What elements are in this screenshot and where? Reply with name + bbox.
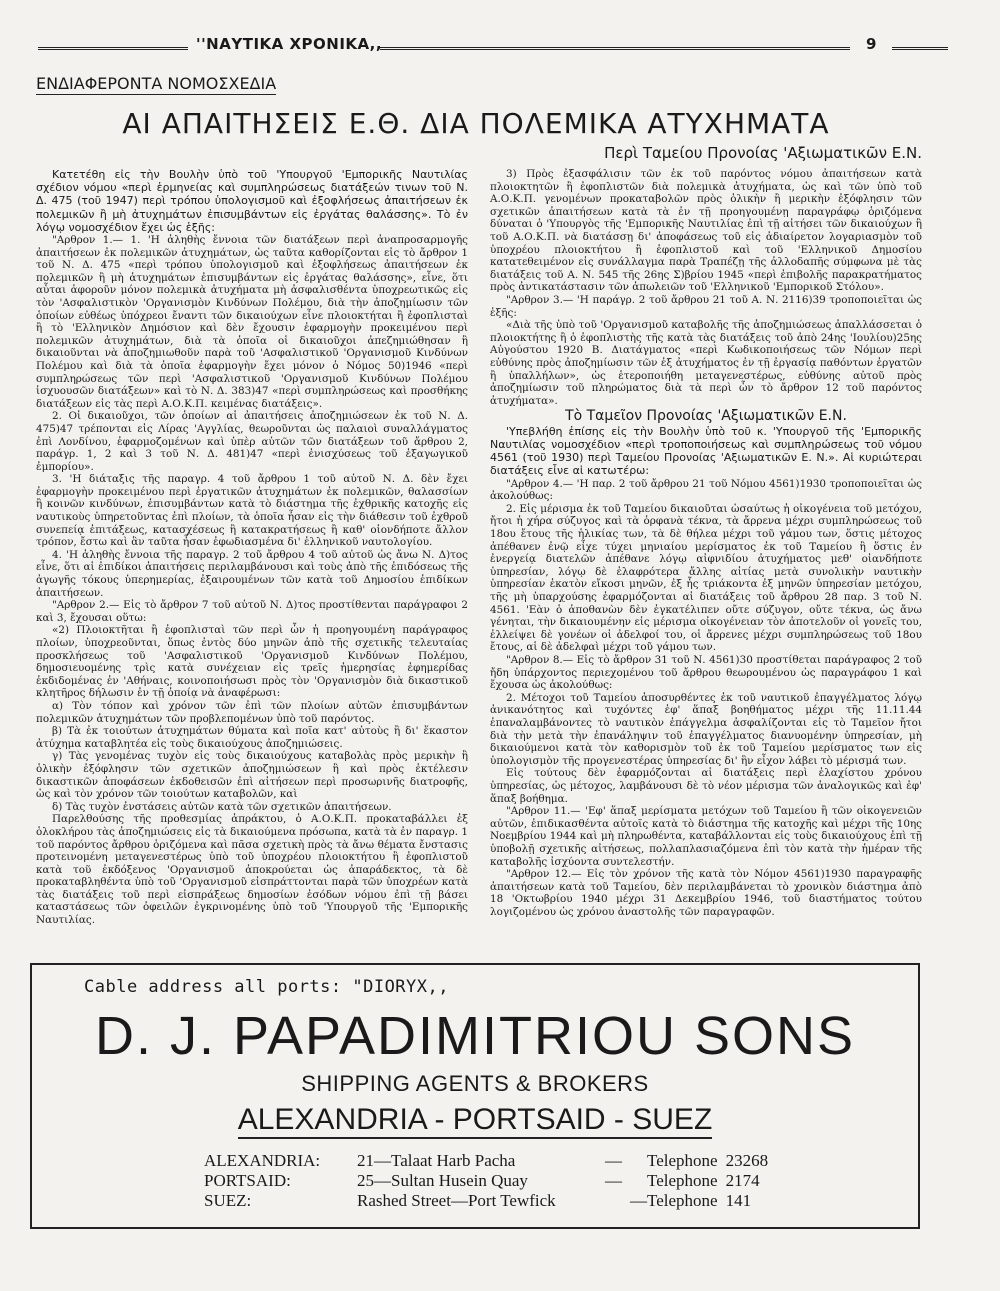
office-street: 21—Talaat Harb Pacha [357, 1151, 516, 1170]
firm-cities [32, 1103, 918, 1137]
firm-trade: SHIPPING AGENTS & BROKERS [301, 1071, 649, 1096]
office-telephone-number: 2174 [725, 1171, 760, 1190]
paragraph: "Αρθρον 2.— Εἰς τὸ ἄρθρον 7 τοῦ αὐτοῦ Ν. Δ)τος προστίθενται παράγραφοι 2 καὶ 3, ἔχουσαι οὕτω: [36, 599, 468, 624]
running-head [30, 34, 922, 60]
office-dash: — [605, 1171, 622, 1190]
paragraph: «2) Πλοιοκτῆται ἢ ἐφοπλισταὶ τῶν περὶ ὧν ἡ προηγουμένη παράγραφος πλοίων, ὑποχρεοῦνται, ὅπως ἐντὸς δύο μηνῶν ἀπὸ τῆς σχετικῆς τελευταίας προσκλήσεως τοῦ 'Ασφαλιστικοῦ 'Οργανισμοῦ Κινδύνων Πολέμου, δημοσιευομένης τρὶς κατὰ συνέχειαν εἰς τρεῖς ἡμερησίας ἐφημερίδας ἐκδιδομένας ἐν 'Αθήναις, κοινοποιήσωσι πρὸς τὸν 'Οργανισμὸν διὰ δικαστικοῦ κλητῆρος δήλωσιν ἐν τῇ ὁποίᾳ νὰ ἀναφέρωσι: [36, 624, 468, 700]
paragraph: 2. Μέτοχοι τοῦ Ταμείου ἀποσυρθέντες ἐκ τοῦ ναυτικοῦ ἐπαγγέλματος λόγῳ ἀνικανότητος καὶ τυχόντες ἐφ' ἅπαξ βοηθήματος μέχρι τῆς 11.11.44 ἐπαναλαμβάνοντες τὸ ναυτικὸν ἐπάγγελμα ἀσφαλίζονται εἰς τὸ Ταμεῖον ἤτοι διὰ τὴν μετὰ τὴν ἐπανάληψιν τοῦ ἐπαγγέλματος διανυομένην ὑπηρεσίαν, μὴ δικαιούμενοι κατὰ τὸν καθορισμὸν τοῦ ἐκ τοῦ Ταμείου μερίσματος των εἰς ὑπολογισμὸν τῆς προγενεστέρας ὑπηρεσίας δι' ἣν εἶχον λάβει τὸ μέρισμά των. [490, 691, 922, 767]
office-telephone-label: Telephone [647, 1171, 718, 1190]
paragraph: α) Τὸν τόπον καὶ χρόνον τῶν ἐπὶ τῶν πλοίων αὐτῶν ἐπισυμβάντων πολεμικῶν ἀτυχημάτων τῶν προβλεπομένων ὑπὸ τοῦ παρόντος. [36, 699, 468, 725]
paragraph: "Αρθρον 8.— Εἰς τὸ ἄρθρον 31 τοῦ Ν. 4561)30 προστίθεται παράγραφος 2 τοῦ ἤδη ὑπάρχοντος περιεχομένου τοῦ ἄρθρου θεωρουμένου ὡς παραγράφου 1 καὶ ἔχουσα ὡς ἀκολούθως: [490, 654, 922, 692]
office-city: PORTSAID: [204, 1171, 291, 1190]
office-row [204, 1191, 776, 1211]
office-row [204, 1171, 776, 1191]
left-column [36, 168, 468, 1040]
right-column [490, 168, 922, 1040]
office-dash [605, 1191, 630, 1211]
paragraph: 3. 'Η διάταξις τῆς παραγρ. 4 τοῦ ἄρθρου 1 τοῦ αὐτοῦ Ν. Δ. δὲν ἔχει ἐφαρμογὴν προκειμένου περὶ ἐργατικῶν ἀτυχημάτων ἐκ πολεμικῶν, θαλασσίων ἢ κοινῶν κινδύνων, ἐπισυμβάντων κατὰ τὸ διάστημα τῆς ἐχθρικῆς κατοχῆς εἰς ναυτικοὺς ὑπηρετοῦντας ἐπὶ πλοίων, τὰ ὁποῖα ἦσαν εἰς τὴν διάθεσιν τοῦ ἐχθροῦ συνεπείᾳ ἐπιτάξεως, κατασχέσεως ἢ κατακρατήσεως ἢ καθ' οἱονδήποτε ἄλλον τρόπον, ἔστω καὶ ἂν ταῦτα ἦσαν ἐφωδιασμένα δι' ἑλληνικοῦ ναυτολογίου. [36, 473, 468, 549]
paragraph: «Διὰ τῆς ὑπὸ τοῦ 'Οργανισμοῦ καταβολῆς τῆς ἀποζημιώσεως ἀπαλλάσσεται ὁ πλοιοκτήτης ἢ ὁ ἐφοπλιστὴς τῆς κατὰ τὰς διατάξεις τοῦ ἀπὸ 24ης 'Ιουλίου)25ης Αὐγούστου 1920 Β. Διατάγματος «περὶ Κωδικοποιήσεως τῶν Νόμων περὶ εὐθύνης πρὸς ἀποζημίωσιν τῶν ἐξ ἀτυχήματος ἐν τῇ ἐργασίᾳ παθόντων ἐργατῶν ἢ ὑπαλλήλων», ὡς ἑτεροποιήθη μεταγενεστέρως, εὐθύνης αὐτοῦ πρὸς ἀποζημίωσιν τοῦ πληρώματος διὰ τὰ περὶ ὧν τὸ ἄρθρον 12 τοῦ παρόντος ἀτυχήματα». [490, 319, 922, 407]
paragraph: "Αρθρον 12.— Εἰς τὸν χρόνον τῆς κατὰ τὸν Νόμον 4561)1930 παραγραφῆς ἀπαιτήσεων κατὰ τοῦ Ταμείου, δὲν περιλαμβάνεται τὸ χρονικὸν διάστημα ἀπὸ 18 'Οκτωβρίου 1940 μέχρι 31 Δεκεμβρίου 1946, τοῦ διαστήματος τούτου λογιζομένου ὡς χρόνου ἀναστολῆς τῶν παραγραφῶν. [490, 868, 922, 918]
office-row [204, 1151, 776, 1171]
shipping-advertisement [30, 963, 920, 1229]
paragraph: Παρελθούσης τῆς προθεσμίας ἀπράκτου, ὁ Α.Ο.Κ.Π. προκαταβάλλει ἐξ ὁλοκλήρου τὰς ἀποζημιώσεις εἰς τὰ δικαιούμενα πρόσωπα, κατὰ τὰ ἐν παραγρ. 1 τοῦ παρόντος ἄρθρου ὁριζόμενα καὶ πᾶσα σχετικὴ πρὸς τὰ ἄνω θέματα ἔνστασις προτεινομένη μεταγενεστέρως ὑπὸ τοῦ ὑποχρέου πλοιοκτήτου ἢ ἐφοπλιστοῦ κατὰ τοῦ ἐκδόξενος 'Οργανισμοῦ ἀποκρούεται ὡς ἀπαράδεκτος, τὰ δὲ προκαταβληθέντα ὑπὸ τοῦ 'Οργανισμοῦ εἰσπράττονται παρὰ τῶν ὑποχρέων κατὰ τὰς διατάξεις τοῦ περὶ εἰσπράξεως δημοσίων ἐσόδων νόμου ἐπὶ τῇ βάσει καταστάσεως τῶν ὀφειλῶν ἐγκρινομένης ὑπὸ τοῦ 'Υπουργοῦ τῆς 'Εμπορικῆς Ναυτιλίας. [36, 813, 468, 927]
paragraph: 2. Εἰς μέρισμα ἐκ τοῦ Ταμείου δικαιοῦται ὡσαύτως ἡ οἰκογένεια τοῦ μετόχου, ἤτοι ἡ χήρα σύζυγος καὶ τὰ ὀρφανὰ τέκνα, τὰ ἄρρενα μέχρι συμπληρώσεως τοῦ 18ου ἔτους τῆς ἡλικίας των, τὰ δὲ θήλεα μέχρι τοῦ γάμου των, ὅστις μέτοχος ἀπέθανεν ἐνῷ εἶχε τύχει μηνιαίου μερίσματος ἐκ τοῦ Ταμείου ἢ ὅστις ἐν ἐνεργείᾳ διατελῶν ἀπέθανε λόγῳ αἰφνιδίου ἀτυχήματος μεθ' οἱανδήποτε ὑπηρεσίαν, λόγῳ δὲ ἑλαφρότερα ἄλλης αἰτίας μετὰ συνολικὴν ναυτικὴν ὑπηρεσίαν ἑκατὸν εἴκοσι μηνῶν, ἐξ ἧς τριάκοντα ἐξ μηνῶν ὑπηρεσίαν μετόχου, τῆς μὴ ὑπαρχούσης ἐφαρμόζονται αἱ διατάξεις τοῦ ἄρθρου 28 παρ. 3 τοῦ Ν. 4561. 'Εὰν ὁ ἀποθανὼν δὲν ἐγκατέλιπεν οὔτε σύζυγον, οὔτε τέκνα, ὡς ἄνω γένηται, τὴν δικαιουμένην εἰς μέρισμα οἰκογένειαν τὸν ἀποτελοῦν οἱ γονεῖς του, ἐλλείψει δὲ γονέων οἱ ἀδελφοί του, οἱ ἄρρενες μέχρι συμπληρώσεως τοῦ 18ου ἔτους, αἱ δὲ ἀδελφαὶ μέχρι τοῦ γάμου των. [490, 502, 922, 654]
magazine-title: ''ΝΑΥΤΙΚΑ ΧΡΟΝΙΚΑ,, [196, 35, 383, 53]
right-column-part-2 [490, 425, 922, 919]
office-dash: — [605, 1151, 622, 1170]
office-telephone-number: 23268 [725, 1151, 769, 1170]
paragraph: "Αρθρον 3.— 'Η παράγρ. 2 τοῦ ἄρθρου 21 τοῦ Α. Ν. 2116)39 τροποποιεῖται ὡς ἑξῆς: [490, 293, 922, 319]
office-telephone-label: —Telephone [630, 1191, 718, 1210]
office-addresses [204, 1151, 776, 1211]
page-number: 9 [866, 35, 877, 53]
header-rule-right [892, 47, 948, 50]
office-street: 25—Sultan Husein Quay [357, 1171, 528, 1190]
office-city: SUEZ: [204, 1191, 252, 1210]
paragraph: 2. Οἱ δικαιοῦχοι, τῶν ὁποίων αἱ ἀπαιτήσεις ἀποζημιώσεων ἐκ τοῦ Ν. Δ. 475)47 τρέπονται εἰς Λίρας 'Αγγλίας, θεωροῦνται ὡς παλαιοὶ συναλλάγματος ἐπὶ Λονδίνου, ἐφαρμοζομένων καὶ ὑπὲρ αὐτῶν τῶν διατάξεων τοῦ ἄρθρου 2, παράγρ. 1, 2 καὶ 3 τοῦ Ν. Δ. 481)47 «περὶ ἐνισχύσεως τοῦ ἐξαγωγικοῦ ἐμπορίου». [36, 410, 468, 473]
cable-address: Cable address all ports: "DIORYX,, [84, 977, 449, 997]
header-rule-middle [380, 47, 850, 50]
right-section-heading: Τὸ Ταμεῖον Προνοίας 'Αξιωματικῶν Ε.Ν. [565, 408, 847, 425]
office-street: Rashed Street—Port Tewfick [357, 1191, 556, 1210]
office-city: ALEXANDRIA: [204, 1151, 321, 1170]
paragraph: "Αρθρον 11.— 'Εφ' ἅπαξ μερίσματα μετόχων τοῦ Ταμείου ἢ τῶν οἰκογενειῶν αὐτῶν, ἐπιδικασθέντα αὐτοῖς κατὰ τὸ διάστημα τῆς κατοχῆς καὶ μέχρι τῆς 10ης Νοεμβρίου 1944 καὶ μὴ πληρωθέντα, καταβάλλονται εἰς τοὺς δικαιούχους ἐπὶ τῇ ὑποβολῇ σχετικῆς αἰτήσεως, πολλαπλασιαζόμενα ἐπὶ τὸν κατὰ τὴν ἡμέραν τῆς καταβολῆς ἰσχύοντα συντελεστήν. [490, 805, 922, 868]
header-rule-left [38, 47, 188, 50]
article-columns [36, 168, 922, 1040]
office-telephone-label: Telephone [647, 1151, 718, 1170]
article-title: ΑΙ ΑΠΑΙΤΗΣΕΙΣ Ε.Θ. ΔΙΑ ΠΟΛΕΜΙΚΑ ΑΤΥΧΗΜΑΤΑ [122, 107, 830, 140]
paragraph: 'Υπεβλήθη ἐπίσης εἰς τὴν Βουλὴν ὑπὸ τοῦ κ. 'Υπουργοῦ τῆς 'Εμπορικῆς Ναυτιλίας νομοσχέδιον «περὶ τροποποιήσεως καὶ συμπληρώσεως τοῦ νόμου 4561 (τοῦ 1930) περὶ Ταμείου Προνοίας 'Αξιωματικῶν Ε. Ν.». Αἱ κυριώτεραι διατάξεις εἶνε αἱ κατωτέρω: [490, 424, 922, 478]
paragraph: δ) Τὰς τυχὸν ἐνστάσεις αὐτῶν κατὰ τῶν σχετικῶν ἀπαιτήσεων. [52, 800, 392, 813]
paragraph: 3) Πρὸς ἐξασφάλισιν τῶν ἐκ τοῦ παρόντος νόμου ἀπαιτήσεων κατὰ πλοιοκτητῶν ἢ ἐφοπλιστῶν διὰ πολεμικὰ ἀτυχήματα, ὡς καὶ τῶν ὑπὸ τοῦ Α.Ο.Κ.Π. γενομένων προκαταβολῶν πρὸς ὁλικὴν ἢ μερικὴν ἐξόφλησιν τῶν σχετικῶν ἀπαιτήσεων κατὰ τὰ ἐν τῇ προηγουμένῃ παραγράφῳ ὁριζόμενα δύναται ὁ 'Υπουργὸς τῆς 'Εμπορικῆς Ναυτιλίας ἐπὶ τῇ αἰτήσει τῶν δικαιούχων ἢ τοῦ Α.Ο.Κ.Π. νὰ διατάσσῃ δι' ἀποφάσεως τοῦ εἰς ἀδιαίρετον λογαριασμὸν τοῦ ὑποχρέου πλοιοκτήτου ἢ ἐφοπλιστοῦ καὶ τοῦ 'Ελληνικοῦ Δημοσίου κατατεθειμένον εἰς συνάλλαγμα παρὰ Τραπέζῃ τῆς ἀλλοδαπῆς σύμφωνα μὲ τὰς διατάξεις τοῦ Α. Ν. 545 τῆς 26ης Σ)βρίου 1945 «περὶ ἐπιβολῆς παρακρατήματος πρὸς ἀντικατάστασιν τῶν ἀπωλειῶν τοῦ 'Ελληνικοῦ 'Εμπορικοῦ Στόλου». [490, 168, 922, 294]
paragraph: β) Τὰ ἐκ τοιούτων ἀτυχημάτων θύματα καὶ ποῖα κατ' αὐτοὺς ἢ δι' ἕκαστον ἀτύχημα καταβλητέα εἰς τοὺς δικαιούχους ἀποζημιώσεις. [36, 725, 468, 750]
paragraph: "Αρθρον 1.— 1. 'Η ἀληθὴς ἔννοια τῶν διατάξεων περὶ ἀναπροσαρμογῆς ἀπαιτήσεων ἐκ πολεμικῶν ἀτυχημάτων, ὡς ταῦτα καθορίζονται εἰς τὸ ἄρθρον 1 τοῦ Ν. Δ. 475 «περὶ τρόπου ὑπολογισμοῦ καὶ ἐξοφλήσεως ἀπαιτήσεων ἐκ πολεμικῶν ἢ μὴ ἀτυχημάτων ἐπισυμβάντων εἰς ἐργάτας θαλάσσης», εἶνε, ὅτι αὗται ἀφοροῦν μόνον πολεμικὰ ἀτυχήματα μὴ ἀσφαλισθέντα ὑποχρεωτικῶς εἰς τὸν 'Ασφαλιστικὸν 'Οργανισμὸν Κινδύνων Πολέμου, διὰ τὴν ἀποζημίωσιν τῶν ὁποίων εὐθέως ὑπόχρεοι ἔναντι τῶν δικαιούχων εἶνε πλοιοκτήται ἢ ἐφοπλισταὶ ἢ τὸ 'Ελληνικὸν Δημόσιον καὶ δὲν ἔχουσιν ἐφαρμογὴν προκειμένου περὶ πολεμικῶν ἀτυχημάτων, διὰ τὰ ὁποῖα οἱ δικαιοῦχοι ἀπεζημιώθησαν ἢ δικαιοῦνται νὰ ἀποζημιωθοῦν παρὰ τοῦ 'Ασφαλιστικοῦ 'Οργανισμοῦ Κινδύνων Πολέμου καὶ διὰ τὰ ὁποῖα ἐφαρμογὴν ἔχει μόνον ὁ Νόμος 50)1946 «περὶ συμπληρώσεως τῶν περὶ 'Ασφαλιστικοῦ 'Οργανισμοῦ Κινδύνων Πολέμου ἰσχυουσῶν διατάξεων» καὶ τὸ Ν. Δ. 383)47 «περὶ συμπληρώσεως καὶ προσθήκης διατάξεων εἰς τὰς περὶ Α.Ο.Κ.Π. κειμένας διατάξεις». [36, 234, 468, 410]
right-column-part-1 [490, 168, 922, 407]
paragraph: Εἰς τούτους δὲν ἐφαρμόζονται αἱ διατάξεις περὶ ἐλαχίστου χρόνου ὑπηρεσίας, ὡς μέτοχος, λαμβάνουσι δὲ τὸ νέον μέρισμα τῶν ἀναλογικῶς καὶ ἐφ' ἅπαξ βοήθημα. [490, 767, 922, 805]
section-label: ΕΝΔΙΑΦΕΡΟΝΤΑ ΝΟΜΟΣΧΕΔΙΑ [36, 74, 277, 93]
paragraph: γ) Τὰς γενομένας τυχὸν εἰς τοὺς δικαιούχους καταβολὰς πρὸς μερικὴν ἢ ὁλικὴν ἐξόφλησιν τῶν σχετικῶν ἀποζημιώσεων ἢ καὶ πρὸς ἐκτέλεσιν δικαστικῶν ἀποφάσεων ἐκδοθεισῶν ἐπὶ αἰτήσεων περὶ προσωρινῆς διατροφῆς, ὡς καὶ τὸν χρόνον τῶν τοιούτων καταβολῶν, καὶ [36, 750, 468, 801]
office-telephone-number: 141 [725, 1191, 752, 1210]
cities-text: ALEXANDRIA - PORTSAID - SUEZ [238, 1103, 713, 1139]
firm-name: D. J. PAPADIMITRIOU SONS [94, 1006, 856, 1066]
paragraph: "Αρθρον 4.— 'Η παρ. 2 τοῦ ἄρθρου 21 τοῦ Νόμου 4561)1930 τροποποιεῖται ὡς ἀκολούθως: [490, 477, 922, 503]
paragraph: 4. 'Η ἀληθὴς ἔννοια τῆς παραγρ. 2 τοῦ ἄρθρου 4 τοῦ αὐτοῦ ὡς ἄνω Ν. Δ)τος εἶνε, ὅτι αἱ ἐπιδίκοι ἀπαιτήσεις περιλαμβάνουσι καὶ τοὺς ἀπὸ τῆς ἐπιδόσεως τῆς ἀγωγῆς τόκους ὑπερημερίας, ἐξαιρουμένων τῶν κατὰ τοῦ Δημοσίου ἐπιδίκων ἀπαιτήσεων. [36, 548, 468, 599]
paragraph: Κατετέθη εἰς τὴν Βουλὴν ὑπὸ τοῦ 'Υπουργοῦ 'Εμπορικῆς Ναυτιλίας σχέδιον νόμου «περὶ ἑρμηνείας καὶ συμπληρώσεως διατάξεών τινων τοῦ Ν. Δ. 475 (τοῦ 1947) περὶ τρόπου ὑπολογισμοῦ καὶ ἐξοφλήσεως ἀπαιτήσεων ἐκ πολεμικῶν ἢ μὴ ἀτυχημάτων ἐπισυμβάντων εἰς ἐργάτας θαλάσσης». Τὸ ἐν λόγῳ νομοσχέδιον ἔχει ὡς ἑξῆς: [36, 168, 468, 234]
right-subhead: Περὶ Ταμείου Προνοίας 'Αξιωματικῶν Ε.Ν. [604, 144, 922, 162]
